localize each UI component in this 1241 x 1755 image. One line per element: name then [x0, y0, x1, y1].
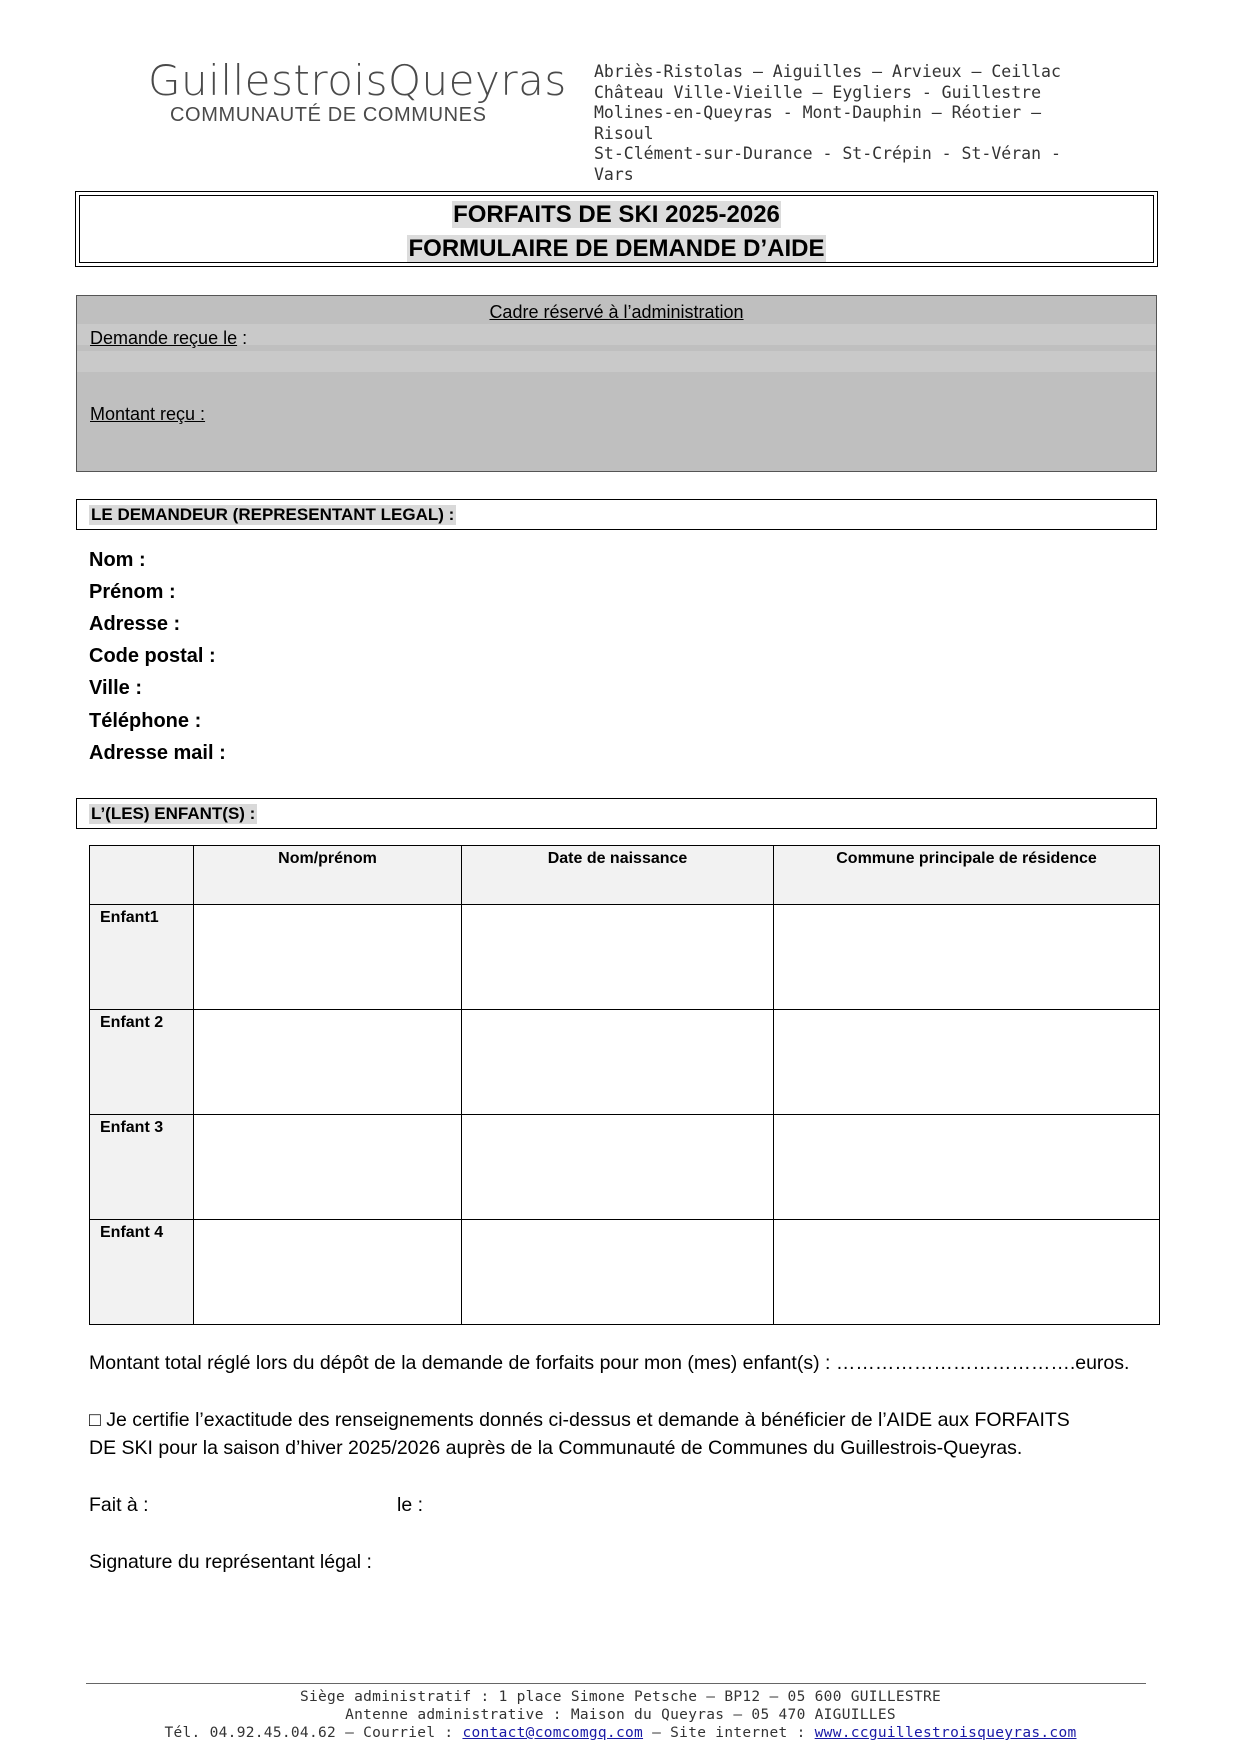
table-row: [90, 1010, 1160, 1115]
footer-antenna: Antenne administrative : Maison du Queyras – 05 470 AIGUILLES: [345, 1707, 896, 1723]
footer-website-link[interactable]: www.ccguillestroisqueyras.com: [814, 1725, 1077, 1741]
cell-date-naissance[interactable]: [462, 905, 774, 1010]
communes-line: Abriès-Ristolas – Aiguilles – Arvieux – Ceillac: [594, 62, 1061, 81]
footer-divider: [86, 1683, 1146, 1684]
row-label-enfant-3: Enfant 3: [90, 1115, 194, 1220]
admin-amount-label: Montant reçu :: [90, 404, 206, 424]
field-telephone: Téléphone :: [89, 710, 202, 732]
cell-date-naissance[interactable]: [462, 1115, 774, 1220]
column-header-date-naissance: Date de naissance: [462, 846, 774, 905]
communes-line: St-Clément-sur-Durance - St-Crépin - St-Véran -: [594, 144, 1061, 163]
cell-date-naissance[interactable]: [462, 1010, 774, 1115]
certify-line-1: [89, 1409, 1070, 1432]
communes-list: [594, 62, 1074, 185]
communes-line: Molines-en-Queyras - Mont-Dauphin – Réotier – Risoul: [594, 103, 1042, 143]
cell-nom-prenom[interactable]: [194, 1220, 462, 1325]
signature-label: Signature du représentant légal :: [89, 1551, 372, 1573]
admin-heading: Cadre réservé à l’administration: [489, 302, 744, 322]
applicant-heading: LE DEMANDEUR (REPRESENTANT LEGAL) :: [91, 505, 455, 524]
table-row: [90, 1220, 1160, 1325]
row-label-enfant-1: Enfant1: [90, 905, 194, 1010]
certify-checkbox[interactable]: □: [89, 1409, 101, 1431]
column-header-nom-prenom: Nom/prénom: [194, 846, 462, 905]
communes-line: Vars: [594, 164, 634, 184]
cell-commune[interactable]: [774, 1220, 1160, 1325]
field-nom: Nom :: [89, 549, 146, 571]
applicant-section-header: [76, 499, 1157, 530]
footer-address: Siège administratif : 1 place Simone Petsche – BP12 – 05 600 GUILLESTRE: [299, 1689, 942, 1705]
row-label-enfant-2: Enfant 2: [90, 1010, 194, 1115]
children-table: [89, 845, 1160, 1325]
admin-reserved-box: [76, 295, 1157, 472]
form-title: FORFAITS DE SKI 2025-2026: [453, 201, 780, 228]
cell-nom-prenom[interactable]: [194, 1115, 462, 1220]
cell-nom-prenom[interactable]: [194, 905, 462, 1010]
children-section-header: [76, 798, 1157, 829]
form-subtitle: FORMULAIRE DE DEMANDE D’AIDE: [408, 235, 825, 262]
field-adresse-mail: Adresse mail :: [89, 742, 226, 764]
children-heading: L’(LES) ENFANT(S) :: [91, 804, 256, 823]
table-row: [90, 905, 1160, 1010]
field-prenom: Prénom :: [89, 581, 176, 603]
footer-email-link[interactable]: contact@comcomgq.com: [462, 1725, 644, 1741]
logo-subtitle: COMMUNAUTÉ DE COMMUNES: [170, 104, 487, 126]
logo-title: GuillestroisQueyras: [148, 56, 567, 105]
total-amount-text: Montant total réglé lors du dépôt de la demande de forfaits pour mon (mes) enfant(s) : ……………………………….euros.: [89, 1352, 1130, 1374]
communes-line: Château Ville-Vieille – Eygliers - Guillestre: [594, 82, 1042, 102]
footer-contact: [0, 1725, 1241, 1741]
cell-nom-prenom[interactable]: [194, 1010, 462, 1115]
cell-commune[interactable]: [774, 1010, 1160, 1115]
footer-tel: Tél. 04.92.45.04.62 – Courriel :: [164, 1725, 463, 1741]
table-row: [90, 1115, 1160, 1220]
column-header-commune: Commune principale de résidence: [774, 846, 1160, 905]
admin-received-colon: :: [237, 328, 248, 348]
cell-commune[interactable]: [774, 1115, 1160, 1220]
certify-line-2: DE SKI pour la saison d’hiver 2025/2026 auprès de la Communauté de Communes du Guillestrois-Queyras.: [89, 1437, 1023, 1459]
field-adresse: Adresse :: [89, 613, 181, 635]
date-label: le :: [397, 1494, 424, 1516]
fait-a-label: Fait à :: [89, 1494, 149, 1516]
cell-commune[interactable]: [774, 905, 1160, 1010]
row-label-enfant-4: Enfant 4: [90, 1220, 194, 1325]
certify-text-1: Je certifie l’exactitude des renseignements donnés ci-dessus et demande à bénéficier de l’AIDE aux FORFAITS: [106, 1409, 1070, 1431]
admin-received-label: Demande reçue le: [90, 328, 238, 348]
cell-date-naissance[interactable]: [462, 1220, 774, 1325]
field-ville: Ville :: [89, 677, 142, 699]
title-box: [75, 191, 1158, 267]
field-code-postal: Code postal :: [89, 645, 216, 667]
footer-site-label: – Site internet :: [643, 1725, 815, 1741]
column-header: [90, 846, 194, 905]
table-header-row: [90, 846, 1160, 905]
